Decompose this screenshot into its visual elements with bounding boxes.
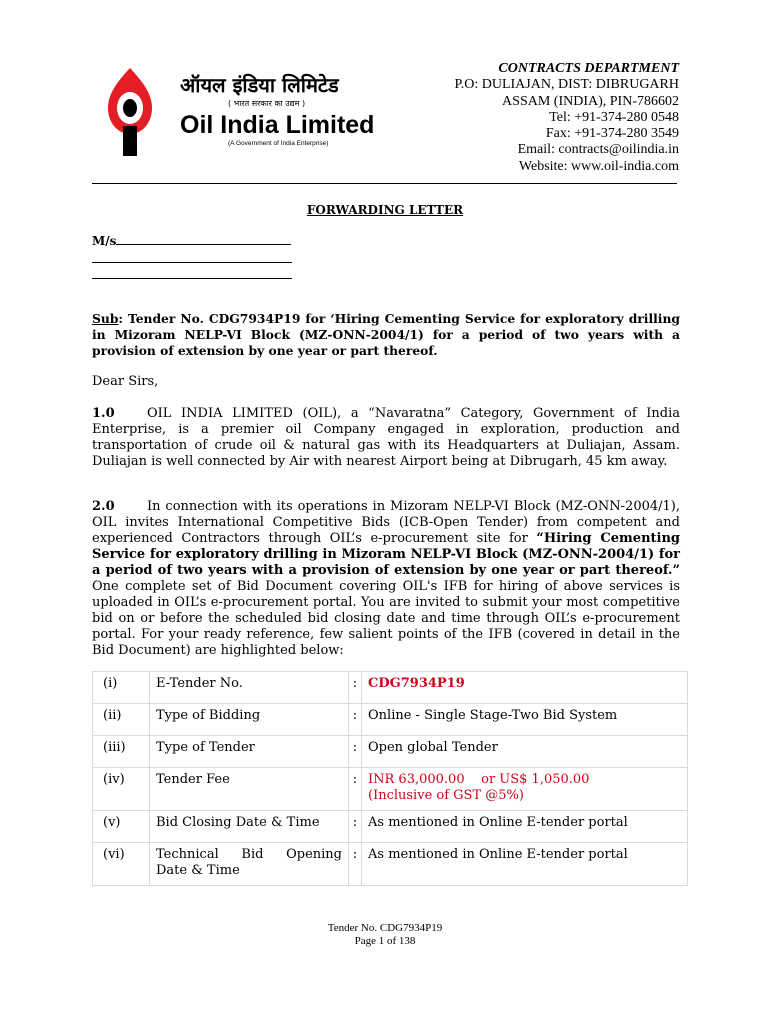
oil-india-logo — [108, 68, 398, 156]
subject-text: : Tender No. CDG7934P19 for ‘Hiring Cementing Service for exploratory drilling in Mizoram NELP-VI Block (MZ-ONN-2004/1) for a period of two years with a provision of extension by one year or part thereof. — [92, 311, 680, 358]
fax-line: Fax: +91-374-280 3549 — [545, 126, 679, 142]
addressee-blank-line — [116, 233, 291, 245]
paragraph-number: 2.0 — [92, 499, 115, 514]
paragraph-bold-text: “Hiring Cementing Service for exploratory drilling in Mizoram NELP-VI Block (MZ-ONN-2004/1) for a period of two years with a provision of extension by one year or part thereof.” — [92, 531, 681, 578]
row-separator: : — [349, 843, 362, 886]
row-separator: : — [349, 672, 362, 704]
row-label: E-Tender No. — [150, 672, 349, 704]
row-label — [150, 843, 349, 886]
row-value: As mentioned in Online E-tender portal — [362, 811, 688, 843]
row-number: (vi) — [93, 843, 150, 886]
row-label: Type of Tender — [150, 736, 349, 768]
email-line[interactable]: Email: contracts@oilindia.in — [517, 142, 679, 158]
row-label: Type of Bidding — [150, 704, 349, 736]
row-number: (iv) — [93, 768, 150, 811]
row-label-line: Technical Bid Opening — [156, 847, 342, 862]
department-name: CONTRACTS DEPARTMENT — [498, 61, 679, 76]
table-row — [93, 843, 688, 886]
tender-fee-amount: INR 63,000.00 or US$ 1,050.00 — [368, 772, 590, 787]
row-value — [362, 768, 688, 811]
row-separator: : — [349, 704, 362, 736]
table-row — [93, 811, 688, 843]
tender-summary-table — [92, 671, 688, 886]
row-separator: : — [349, 736, 362, 768]
paragraph-number: 1.0 — [92, 406, 115, 421]
row-number: (i) — [93, 672, 150, 704]
row-value: Online - Single Stage-Two Bid System — [362, 704, 688, 736]
table-row — [93, 704, 688, 736]
footer-tender-number: Tender No. CDG7934P19 — [327, 922, 443, 934]
table-row — [93, 736, 688, 768]
address-line: P.O: DULIAJAN, DIST: DIBRUGARH — [454, 77, 679, 93]
addressee — [92, 233, 291, 248]
row-number: (v) — [93, 811, 150, 843]
subject-line — [92, 311, 680, 359]
address-blank-line — [92, 278, 292, 279]
paragraph-1 — [92, 406, 680, 470]
contact-block — [455, 61, 679, 175]
hindi-company-name: ऑयल इंडिया लिमिटेड — [180, 73, 339, 97]
salutation: Dear Sirs, — [92, 374, 159, 389]
paragraph-2 — [92, 499, 680, 659]
page-footer — [0, 922, 770, 948]
address-line: ASSAM (INDIA), PIN-786602 — [502, 93, 679, 109]
row-label-line: Date & Time — [156, 863, 240, 878]
row-label: Tender Fee — [150, 768, 349, 811]
oil-drop-icon — [108, 68, 152, 156]
row-value: CDG7934P19 — [362, 672, 688, 704]
paragraph-text: One complete set of Bid Document covering OIL's IFB for hiring of above services is uploaded in OIL’s e-procurement portal. You are invited to submit your most competitive bid on or before the scheduled bid closing date and time through OIL’s e-procurement portal. For your ready reference, few salient points of the IFB (covered in detail in the Bid Document) are highlighted below: — [92, 579, 680, 658]
header-divider — [92, 183, 677, 184]
phone-line: Tel: +91-374-280 0548 — [549, 109, 679, 125]
paragraph-text: In connection with its operations in Mizoram NELP-VI Block (MZ-ONN-2004/1), OIL invites International Competitive Bids (ICB-Open Tender) from competent and experienced Contractors through OIL’s e-procurement site for — [92, 499, 680, 546]
row-value: Open global Tender — [362, 736, 688, 768]
hindi-tagline: ( भारत सरकार का उद्यम ) — [228, 99, 306, 108]
letter-heading: FORWARDING LETTER — [306, 203, 464, 217]
tender-fee-note: (Inclusive of GST @5%) — [368, 788, 524, 803]
footer-page-number: Page 1 of 138 — [354, 935, 416, 947]
row-number: (iii) — [93, 736, 150, 768]
subject-label: Sub — [92, 311, 119, 326]
company-subtitle: (A Government of India Enterprise) — [228, 140, 329, 147]
table-row — [93, 672, 688, 704]
row-separator: : — [349, 811, 362, 843]
table-row — [93, 768, 688, 811]
row-value: As mentioned in Online E-tender portal — [362, 843, 688, 886]
row-separator: : — [349, 768, 362, 811]
paragraph-text: OIL INDIA LIMITED (OIL), a “Navaratna” Category, Government of India Enterprise, is a premier oil Company engaged in exploration, production and transportation of crude oil & natural gas with its Headquarters at Duliajan, Assam. Duliajan is well connected by Air with nearest Airport being at Dibrugarh, 45 km away. — [92, 406, 680, 469]
company-name: Oil India Limited — [180, 111, 375, 139]
address-blank-line — [92, 262, 292, 263]
website-line[interactable]: Website: www.oil-india.com — [518, 158, 679, 174]
row-number: (ii) — [93, 704, 150, 736]
row-label: Bid Closing Date & Time — [150, 811, 349, 843]
addressee-label: M/s — [92, 234, 117, 248]
